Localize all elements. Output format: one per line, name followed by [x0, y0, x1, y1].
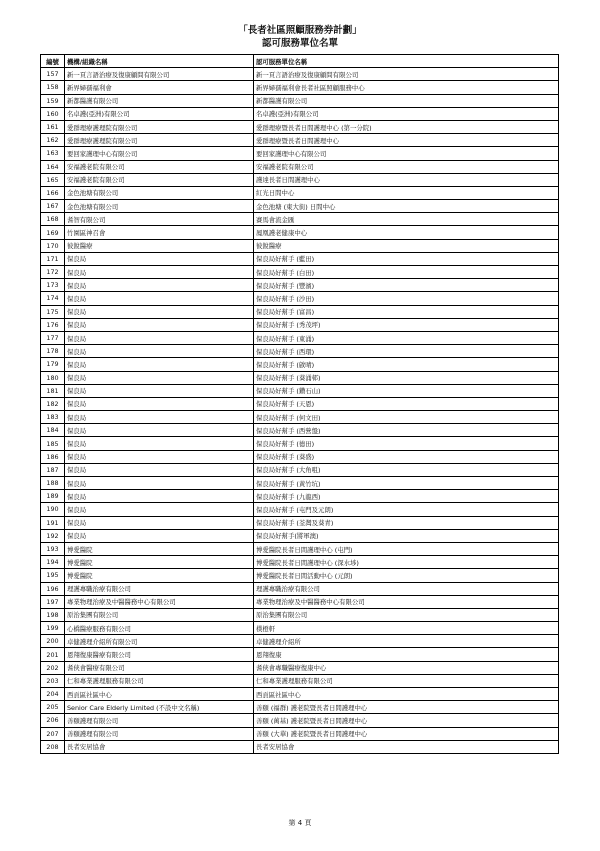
- cell-unit: 要回家護理中心有限公司: [254, 147, 559, 160]
- cell-organization: 新界婦孺福利會: [65, 81, 254, 94]
- cell-number: 179: [41, 358, 65, 371]
- cell-unit: 原治集團有限公司: [254, 608, 559, 621]
- cell-number: 198: [41, 608, 65, 621]
- cell-number: 174: [41, 292, 65, 305]
- cell-organization: 新都醫護有限公司: [65, 94, 254, 107]
- cell-number: 173: [41, 279, 65, 292]
- cell-unit: 新界婦孺福利會長者社區照顧服務中心: [254, 81, 559, 94]
- title-line-2: 認可服務單位名單: [261, 38, 338, 49]
- cell-organization: 博愛醫院: [65, 542, 254, 555]
- cell-number: 186: [41, 450, 65, 463]
- cell-organization: 保良局: [65, 331, 254, 344]
- cell-number: 201: [41, 648, 65, 661]
- table-row: [41, 94, 559, 107]
- table-row: [41, 252, 559, 265]
- cell-unit: 耆俠會專職醫療復康中心: [254, 661, 559, 674]
- cell-organization: 保良局: [65, 397, 254, 410]
- table-row: [41, 516, 559, 529]
- cell-unit: 保良局好幫手 (富昌): [254, 305, 559, 318]
- cell-organization: 彼銳醫療: [65, 239, 254, 252]
- cell-unit: 金色池塘 (東大街) 日間中心: [254, 200, 559, 213]
- page-number: 第 4 頁: [288, 819, 312, 827]
- cell-unit: 安福護老院有限公司: [254, 160, 559, 173]
- cell-organization: 仁和專業護理服務有限公司: [65, 674, 254, 687]
- cell-unit: 保良局好幫手(將軍澳): [254, 529, 559, 542]
- cell-organization: 保良局: [65, 516, 254, 529]
- cell-number: 184: [41, 424, 65, 437]
- cell-organization: 博愛醫院: [65, 556, 254, 569]
- cell-organization: 保良局: [65, 371, 254, 384]
- cell-number: 162: [41, 134, 65, 147]
- cell-unit: 專業物理治療及中醫醫務中心有限公司: [254, 595, 559, 608]
- cell-number: 178: [41, 345, 65, 358]
- table-row: [41, 266, 559, 279]
- cell-organization: 保良局: [65, 450, 254, 463]
- cell-unit: 護達長者日間護理中心: [254, 173, 559, 186]
- cell-number: 180: [41, 371, 65, 384]
- table-row: [41, 463, 559, 476]
- cell-number: 189: [41, 490, 65, 503]
- cell-organization: 竹園區神召會: [65, 226, 254, 239]
- cell-unit: 博愛醫院長者日間活動中心 (元朗): [254, 569, 559, 582]
- cell-number: 188: [41, 477, 65, 490]
- table-row: [41, 714, 559, 727]
- cell-organization: 西貢區社區中心: [65, 688, 254, 701]
- table-row: [41, 622, 559, 635]
- cell-number: 175: [41, 305, 65, 318]
- table-row: [41, 674, 559, 687]
- table-row: [41, 529, 559, 542]
- cell-unit: 保良局好幫手 (豐濱): [254, 279, 559, 292]
- cell-unit: 博愛醫院長者日間護理中心 (深水埗): [254, 556, 559, 569]
- table-row: [41, 68, 559, 81]
- table-row: [41, 411, 559, 424]
- cell-organization: 理護專職治療有限公司: [65, 582, 254, 595]
- cell-organization: 保良局: [65, 305, 254, 318]
- cell-organization: 專業物理治療及中醫醫務中心有限公司: [65, 595, 254, 608]
- table-row: [41, 582, 559, 595]
- cell-organization: 安福護老院有限公司: [65, 173, 254, 186]
- cell-number: 202: [41, 661, 65, 674]
- cell-number: 171: [41, 252, 65, 265]
- cell-number: 163: [41, 147, 65, 160]
- cell-organization: 安福護老院有限公司: [65, 160, 254, 173]
- cell-unit: 賽馬會流金匯: [254, 213, 559, 226]
- cell-unit: 保良局好幫手 (秀茂坪): [254, 318, 559, 331]
- table-row: [41, 160, 559, 173]
- table-row: [41, 292, 559, 305]
- cell-organization: 保良局: [65, 292, 254, 305]
- cell-unit: 保良局好幫手 (德田): [254, 437, 559, 450]
- table-row: [41, 147, 559, 160]
- table-row: [41, 173, 559, 186]
- cell-unit: 善頤 (大華) 護老院暨長者日間護理中心: [254, 727, 559, 740]
- table-row: [41, 397, 559, 410]
- cell-unit: 紅光日間中心: [254, 186, 559, 199]
- table-row: [41, 688, 559, 701]
- cell-unit: 保良局好幫手 (屯門及元朗): [254, 503, 559, 516]
- cell-organization: 保良局: [65, 345, 254, 358]
- cell-number: 168: [41, 213, 65, 226]
- table-row: [41, 200, 559, 213]
- cell-organization: 愛群理療護理院有限公司: [65, 134, 254, 147]
- cell-organization: 保良局: [65, 252, 254, 265]
- table-row: [41, 186, 559, 199]
- cell-organization: 保良局: [65, 437, 254, 450]
- cell-unit: 保良局好幫手 (葵盛): [254, 450, 559, 463]
- cell-number: 159: [41, 94, 65, 107]
- cell-unit: 長者安居協會: [254, 740, 559, 753]
- cell-number: 176: [41, 318, 65, 331]
- cell-organization: 金色池塘有限公司: [65, 186, 254, 199]
- table-row: [41, 239, 559, 252]
- cell-unit: 保良局好幫手 (沙田): [254, 292, 559, 305]
- table-row: [41, 477, 559, 490]
- cell-unit: 愛群理療暨長者日間護理中心: [254, 134, 559, 147]
- cell-unit: 保良局好幫手 (鑽石山): [254, 384, 559, 397]
- cell-number: 177: [41, 331, 65, 344]
- cell-number: 205: [41, 701, 65, 714]
- cell-organization: 保良局: [65, 384, 254, 397]
- cell-number: 172: [41, 266, 65, 279]
- cell-number: 164: [41, 160, 65, 173]
- table-row: [41, 134, 559, 147]
- cell-organization: 卓健護理介紹所有限公司: [65, 635, 254, 648]
- cell-organization: Senior Care Elderly Limited (不設中文名稱): [65, 701, 254, 714]
- cell-number: 181: [41, 384, 65, 397]
- cell-organization: 保良局: [65, 279, 254, 292]
- cell-number: 200: [41, 635, 65, 648]
- cell-unit: 保良局好幫手 (白田): [254, 266, 559, 279]
- cell-unit: 保良局好幫手 (天恩): [254, 397, 559, 410]
- cell-unit: 博愛醫院長者日間護理中心 (屯門): [254, 542, 559, 555]
- table-row: [41, 279, 559, 292]
- cell-unit: 保良局好幫手 (藍田): [254, 252, 559, 265]
- table-row: [41, 345, 559, 358]
- cell-unit: 保良局好幫手 (大角咀): [254, 463, 559, 476]
- cell-organization: 保良局: [65, 424, 254, 437]
- table-row: [41, 120, 559, 133]
- cell-unit: 善頤 (福群) 護老院暨長者日間護理中心: [254, 701, 559, 714]
- cell-unit: 新一頁言語治療及復康顧問有限公司: [254, 68, 559, 81]
- table-row: [41, 213, 559, 226]
- cell-number: 157: [41, 68, 65, 81]
- cell-organization: 保良局: [65, 266, 254, 279]
- service-unit-table: [40, 54, 559, 754]
- table-row: [41, 81, 559, 94]
- cell-number: 191: [41, 516, 65, 529]
- cell-number: 169: [41, 226, 65, 239]
- table-row: [41, 595, 559, 608]
- table-row: [41, 107, 559, 120]
- table-row: [41, 648, 559, 661]
- cell-unit: 名卓護(亞洲)有限公司: [254, 107, 559, 120]
- cell-organization: 保良局: [65, 411, 254, 424]
- cell-organization: 耆俠會醫療有限公司: [65, 661, 254, 674]
- cell-number: 187: [41, 463, 65, 476]
- table-row: [41, 331, 559, 344]
- table-row: [41, 305, 559, 318]
- cell-number: 208: [41, 740, 65, 753]
- table-row: [41, 490, 559, 503]
- table-row: [41, 635, 559, 648]
- cell-unit: 理護專職治療有限公司: [254, 582, 559, 595]
- header-unit: 認可服務單位名稱: [254, 55, 559, 68]
- cell-organization: 保良局: [65, 358, 254, 371]
- cell-organization: 要回家護理中心有限公司: [65, 147, 254, 160]
- cell-organization: 新一頁言語治療及復康顧問有限公司: [65, 68, 254, 81]
- table-row: [41, 727, 559, 740]
- cell-organization: 善頤護理有限公司: [65, 714, 254, 727]
- table-row: [41, 358, 559, 371]
- cell-organization: 長者安居協會: [65, 740, 254, 753]
- table-header-row: [41, 55, 559, 68]
- table-row: [41, 384, 559, 397]
- cell-number: 204: [41, 688, 65, 701]
- cell-unit: 保良局好幫手 (東涌): [254, 331, 559, 344]
- header-number: 編號: [41, 55, 65, 68]
- cell-organization: 愛群理療護理院有限公司: [65, 120, 254, 133]
- cell-organization: 保良局: [65, 529, 254, 542]
- cell-organization: 耆智有限公司: [65, 213, 254, 226]
- table-row: [41, 318, 559, 331]
- cell-number: 207: [41, 727, 65, 740]
- table-row: [41, 608, 559, 621]
- cell-organization: 保良局: [65, 503, 254, 516]
- cell-unit: 西貢區社區中心: [254, 688, 559, 701]
- cell-number: 203: [41, 674, 65, 687]
- table-row: [41, 450, 559, 463]
- cell-unit: 保良局好幫手 (荃灣及葵青): [254, 516, 559, 529]
- table-row: [41, 503, 559, 516]
- header-organization: 機構/組織名稱: [65, 55, 254, 68]
- cell-number: 167: [41, 200, 65, 213]
- table-row: [41, 437, 559, 450]
- cell-number: 183: [41, 411, 65, 424]
- cell-number: 193: [41, 542, 65, 555]
- table-row: [41, 740, 559, 753]
- cell-unit: 保良局好幫手 (黃竹坑): [254, 477, 559, 490]
- cell-organization: 金色池塘有限公司: [65, 200, 254, 213]
- cell-number: 192: [41, 529, 65, 542]
- cell-number: 170: [41, 239, 65, 252]
- cell-unit: 保良局好幫手 (西環): [254, 345, 559, 358]
- table-row: [41, 701, 559, 714]
- title-line-1: 「長者社區照顧服務券計劃」: [238, 25, 362, 36]
- cell-unit: 保良局好幫手 (西營盤): [254, 424, 559, 437]
- cell-number: 166: [41, 186, 65, 199]
- cell-unit: 保良局好幫手 (九龍西): [254, 490, 559, 503]
- cell-unit: 保良局好幫手 (葵涌邨): [254, 371, 559, 384]
- table-row: [41, 569, 559, 582]
- cell-organization: 保良局: [65, 490, 254, 503]
- cell-organization: 保良局: [65, 463, 254, 476]
- cell-organization: 恩翔復康醫療有限公司: [65, 648, 254, 661]
- cell-number: 195: [41, 569, 65, 582]
- cell-number: 165: [41, 173, 65, 186]
- cell-organization: 善頤護理有限公司: [65, 727, 254, 740]
- cell-organization: 博愛醫院: [65, 569, 254, 582]
- cell-unit: 卓健護理介紹所: [254, 635, 559, 648]
- cell-organization: 名卓護(亞洲)有限公司: [65, 107, 254, 120]
- table-row: [41, 556, 559, 569]
- cell-unit: 樸橙軒: [254, 622, 559, 635]
- cell-organization: 保良局: [65, 477, 254, 490]
- table-row: [41, 226, 559, 239]
- cell-unit: 保良局好幫手 (啟晴): [254, 358, 559, 371]
- cell-number: 190: [41, 503, 65, 516]
- cell-organization: 原治集團有限公司: [65, 608, 254, 621]
- cell-number: 158: [41, 81, 65, 94]
- cell-organization: 保良局: [65, 318, 254, 331]
- cell-unit: 仁和專業護理服務有限公司: [254, 674, 559, 687]
- cell-number: 182: [41, 397, 65, 410]
- cell-number: 196: [41, 582, 65, 595]
- cell-number: 185: [41, 437, 65, 450]
- cell-unit: 保良局好幫手 (何文田): [254, 411, 559, 424]
- cell-unit: 恩翔復康: [254, 648, 559, 661]
- cell-unit: 彼銳醫療: [254, 239, 559, 252]
- document-title: [0, 24, 600, 50]
- cell-number: 199: [41, 622, 65, 635]
- table-row: [41, 661, 559, 674]
- table-row: [41, 371, 559, 384]
- cell-number: 194: [41, 556, 65, 569]
- cell-unit: 鳳凰護老健康中心: [254, 226, 559, 239]
- cell-number: 161: [41, 120, 65, 133]
- table-row: [41, 542, 559, 555]
- cell-unit: 新都醫護有限公司: [254, 94, 559, 107]
- table-row: [41, 424, 559, 437]
- cell-number: 160: [41, 107, 65, 120]
- cell-number: 206: [41, 714, 65, 727]
- cell-unit: 愛群理療暨長者日間護理中心 (第一分院): [254, 120, 559, 133]
- cell-unit: 善頤 (萬基) 護老院暨長者日間護理中心: [254, 714, 559, 727]
- cell-number: 197: [41, 595, 65, 608]
- cell-organization: 心橋醫療服務有限公司: [65, 622, 254, 635]
